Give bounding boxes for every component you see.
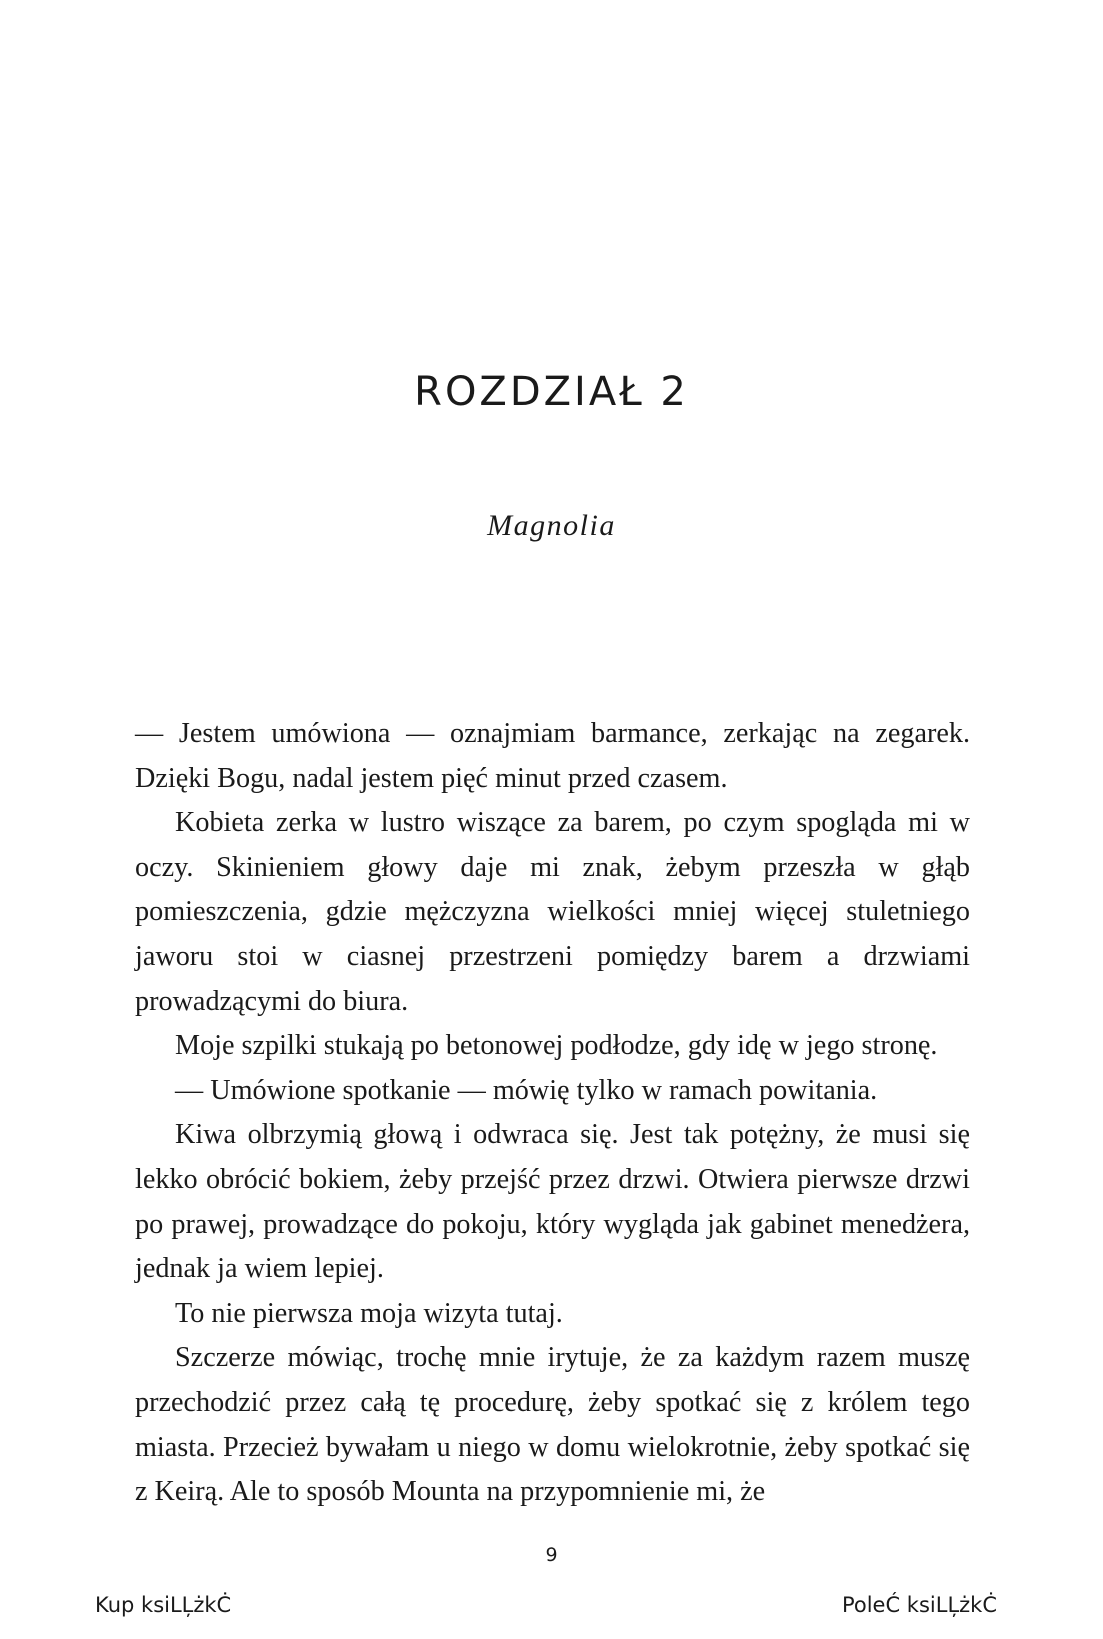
paragraph: — Jestem umówiona — oznajmiam barmance, zerkając na zegarek. Dzięki Bogu, nadal jestem pięć minut przed czasem. — [135, 718, 970, 794]
chapter-subtitle: Magnolia — [487, 509, 616, 542]
paragraph: Szczerze mówiąc, trochę mnie irytuje, że za każdym razem muszę przechodzić przez całą tę procedurę, żeby spotkać się z królem tego miasta. Przecież bywałam u niego w domu wielokrotnie, żeby spotkać się z Keirą. Ale to sposób Mounta na przypomnienie mi, że — [135, 1342, 970, 1508]
paragraph: Kiwa olbrzymią głową i odwraca się. Jest tak potężny, że musi się lekko obrócić bokiem, żeby przejść przez drzwi. Otwiera pierwsze drzwi po prawej, prowadzące do pokoju, który wygląda jak gabinet menedżera, jednak ja wiem lepiej. — [135, 1119, 970, 1285]
recommend-book-link[interactable]: PoleĆ ksiLĻżkĊ — [841, 1593, 997, 1617]
paragraph: To nie pierwsza moja wizyta tutaj. — [175, 1297, 563, 1329]
paragraph: — Umówione spotkanie — mówię tylko w ramach powitania. — [175, 1074, 878, 1106]
chapter-body-text — [135, 712, 970, 1515]
chapter-title: ROZDZIAŁ 2 — [414, 369, 689, 415]
paragraph: Moje szpilki stukają po betonowej podłodze, gdy idę w jego stronę. — [175, 1030, 938, 1062]
page-number: 9 — [545, 1544, 558, 1566]
paragraph: Kobieta zerka w lustro wiszące za barem, po czym spogląda mi w oczy. Skinieniem głowy daje mi znak, żebym przeszła w głąb pomieszczenia, gdzie mężczyzna wielkości mniej więcej stuletniego jaworu stoi w ciasnej przestrzeni pomiędzy barem a drzwiami prowadzącymi do biura. — [135, 807, 970, 1017]
buy-book-link[interactable]: Kup ksiLĻżkĊ — [95, 1593, 232, 1617]
